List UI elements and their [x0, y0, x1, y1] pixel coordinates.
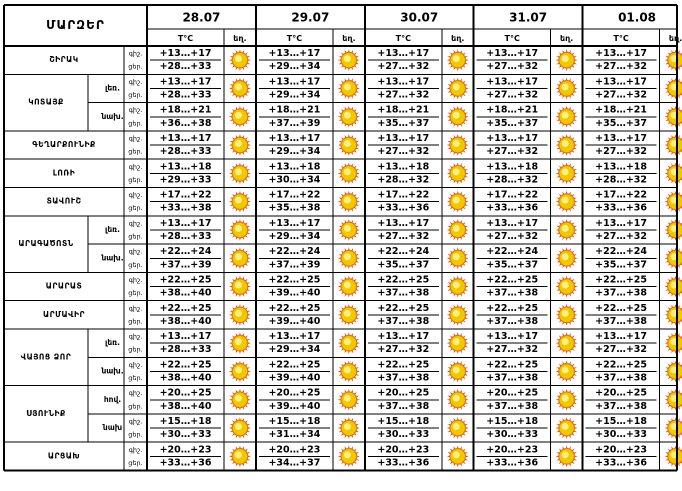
sun-icon — [556, 219, 578, 241]
sun-icon — [447, 191, 469, 213]
night-temp: +22…+24 — [159, 246, 212, 258]
day-temp: +27…+32 — [486, 61, 539, 73]
day-temp: +35…+37 — [595, 259, 648, 271]
night-temp: +13…+17 — [377, 48, 430, 60]
sun-icon — [229, 445, 251, 467]
day-temp: +33…+36 — [486, 457, 539, 469]
day-temp: +37…+38 — [486, 315, 539, 327]
day-temp: +27…+32 — [377, 230, 430, 242]
day-temp: +37…+38 — [595, 400, 648, 412]
day-temp: +29…+34 — [268, 230, 321, 242]
temp-column-header: T°C — [504, 34, 520, 43]
weather-column-header: եղ. — [451, 34, 465, 43]
night-label: գիշ. — [128, 162, 143, 171]
day-temp: +30…+33 — [486, 429, 539, 441]
night-temp: +17…+22 — [268, 189, 321, 201]
night-temp: +17…+22 — [486, 189, 539, 201]
night-temp: +13…+17 — [595, 48, 648, 60]
night-label: գիշ. — [128, 219, 143, 228]
day-temp: +33…+36 — [377, 457, 430, 469]
sun-icon — [338, 191, 360, 213]
temp-column-header: T°C — [613, 34, 629, 43]
night-temp: +15…+18 — [268, 416, 321, 428]
weather-column-header: եղ. — [559, 34, 574, 43]
region-name: ԼՈՌԻ — [52, 168, 76, 178]
region-name: ԱՐԱԳԱԾՈՏՆ — [18, 239, 74, 249]
night-temp: +20…+23 — [159, 444, 212, 456]
day-temp: +37…+38 — [595, 372, 648, 384]
night-temp: +13…+17 — [268, 133, 321, 145]
region-name: ԿՈՏԱՅՔ — [28, 97, 64, 107]
sun-icon — [447, 389, 469, 411]
sun-icon — [338, 304, 360, 326]
day-temp: +35…+37 — [377, 117, 430, 129]
night-temp: +18…+21 — [377, 104, 430, 116]
sun-icon — [338, 247, 360, 269]
night-temp: +20…+25 — [159, 387, 212, 399]
night-temp: +20…+25 — [486, 387, 539, 399]
day-label: ցեր. — [128, 175, 143, 184]
day-temp: +33…+36 — [595, 457, 648, 469]
sun-icon — [556, 106, 578, 128]
day-label: ցեր. — [128, 317, 143, 326]
night-temp: +22…+25 — [486, 274, 539, 286]
day-temp: +33…+36 — [486, 202, 539, 214]
region-name: ԱՐՄԱՎԻՐ — [43, 309, 85, 319]
night-temp: +22…+24 — [595, 246, 648, 258]
night-temp: +13…+17 — [159, 76, 212, 88]
sub-region-label: լեռ. — [105, 338, 120, 348]
sun-icon — [447, 276, 469, 298]
night-temp: +20…+23 — [268, 444, 321, 456]
day-label: ցեր. — [128, 147, 143, 156]
sun-icon — [229, 332, 251, 354]
sun-icon — [447, 304, 469, 326]
day-temp: +35…+37 — [377, 259, 430, 271]
day-temp: +29…+34 — [268, 146, 321, 158]
sun-icon — [665, 417, 682, 439]
night-temp: +13…+17 — [159, 133, 212, 145]
sun-icon — [556, 332, 578, 354]
day-label: ցեր. — [128, 260, 143, 269]
night-label: գիշ. — [128, 360, 143, 369]
night-temp: +13…+17 — [268, 76, 321, 88]
night-label: գիշ. — [128, 332, 143, 341]
day-temp: +37…+38 — [377, 400, 430, 412]
night-label: գիշ. — [128, 134, 143, 143]
night-label: գիշ. — [128, 191, 143, 200]
sun-icon — [229, 77, 251, 99]
day-temp: +27…+32 — [595, 89, 648, 101]
night-temp: +15…+18 — [595, 416, 648, 428]
day-temp: +28…+33 — [159, 230, 212, 242]
night-temp: +13…+17 — [377, 331, 430, 343]
sun-icon — [338, 162, 360, 184]
sun-icon — [665, 276, 682, 298]
sun-icon — [556, 389, 578, 411]
night-temp: +20…+23 — [486, 444, 539, 456]
day-temp: +37…+38 — [377, 287, 430, 299]
date-header: 29.07 — [291, 10, 330, 25]
night-temp: +22…+25 — [595, 302, 648, 314]
night-temp: +20…+23 — [377, 444, 430, 456]
night-temp: +20…+25 — [268, 387, 321, 399]
night-temp: +18…+21 — [595, 104, 648, 116]
night-temp: +13…+17 — [159, 331, 212, 343]
sun-icon — [665, 191, 682, 213]
night-temp: +22…+25 — [159, 302, 212, 314]
night-temp: +13…+17 — [486, 76, 539, 88]
night-temp: +13…+17 — [268, 331, 321, 343]
day-temp: +28…+32 — [486, 174, 539, 186]
day-temp: +37…+38 — [486, 400, 539, 412]
sun-icon — [447, 77, 469, 99]
day-temp: +29…+34 — [268, 89, 321, 101]
day-label: ցեր. — [128, 232, 143, 241]
day-label: ցեր. — [128, 458, 143, 467]
weather-column-header: եղ. — [668, 34, 682, 43]
day-temp: +28…+33 — [159, 344, 212, 356]
sun-icon — [556, 49, 578, 71]
sub-region-label: հով. — [103, 394, 122, 404]
sun-icon — [665, 134, 682, 156]
night-label: գիշ. — [128, 77, 143, 86]
day-temp: +30…+33 — [159, 429, 212, 441]
day-temp: +28…+33 — [159, 146, 212, 158]
day-temp: +27…+32 — [486, 230, 539, 242]
night-temp: +13…+17 — [268, 48, 321, 60]
day-temp: +33…+38 — [159, 202, 212, 214]
region-name: ՎԱՅՈՑ ՁՈՐ — [20, 352, 72, 362]
night-temp: +20…+23 — [595, 444, 648, 456]
sub-region-label: նախ. — [101, 366, 124, 376]
day-temp: +27…+32 — [377, 61, 430, 73]
night-label: գիշ. — [128, 106, 143, 115]
sun-icon — [665, 304, 682, 326]
sun-icon — [665, 332, 682, 354]
night-temp: +13…+18 — [377, 161, 430, 173]
day-temp: +35…+37 — [486, 117, 539, 129]
day-temp: +39…+40 — [268, 372, 321, 384]
sun-icon — [556, 360, 578, 382]
night-temp: +22…+24 — [268, 246, 321, 258]
day-temp: +37…+38 — [377, 372, 430, 384]
sun-icon — [447, 106, 469, 128]
day-temp: +39…+40 — [268, 400, 321, 412]
night-temp: +22…+25 — [595, 274, 648, 286]
day-temp: +28…+32 — [595, 174, 648, 186]
day-label: ցեր. — [128, 402, 143, 411]
sun-icon — [447, 162, 469, 184]
day-temp: +31…+34 — [268, 429, 321, 441]
day-temp: +27…+32 — [486, 89, 539, 101]
night-temp: +13…+17 — [377, 76, 430, 88]
sun-icon — [556, 247, 578, 269]
region-name: ԱՐԱՐԱՏ — [45, 281, 83, 291]
sun-icon — [447, 417, 469, 439]
sun-icon — [665, 106, 682, 128]
region-name: ՇԻՐԱԿ — [49, 55, 79, 65]
night-label: գիշ. — [128, 417, 143, 426]
sun-icon — [665, 389, 682, 411]
sun-icon — [665, 360, 682, 382]
sun-icon — [556, 304, 578, 326]
sun-icon — [229, 106, 251, 128]
day-temp: +35…+37 — [486, 259, 539, 271]
day-temp: +30…+33 — [377, 429, 430, 441]
sun-icon — [229, 134, 251, 156]
sun-icon — [338, 445, 360, 467]
sun-icon — [447, 49, 469, 71]
sub-region-label: նախ. — [101, 111, 124, 121]
night-temp: +13…+17 — [486, 133, 539, 145]
night-label: գիշ. — [128, 389, 143, 398]
night-temp: +13…+17 — [595, 217, 648, 229]
night-label: գիշ. — [128, 445, 143, 454]
night-temp: +15…+18 — [377, 416, 430, 428]
sun-icon — [338, 417, 360, 439]
day-temp: +27…+32 — [595, 230, 648, 242]
night-temp: +22…+25 — [159, 274, 212, 286]
sun-icon — [229, 162, 251, 184]
day-temp: +27…+32 — [595, 61, 648, 73]
day-temp: +38…+40 — [159, 315, 212, 327]
region-name: ՏԱՎՈՒՇ — [46, 196, 82, 206]
night-label: գիշ. — [128, 304, 143, 313]
sun-icon — [447, 445, 469, 467]
day-temp: +27…+32 — [486, 146, 539, 158]
sun-icon — [338, 49, 360, 71]
day-temp: +29…+34 — [268, 344, 321, 356]
sun-icon — [556, 417, 578, 439]
sun-icon — [556, 134, 578, 156]
night-temp: +13…+17 — [159, 217, 212, 229]
sun-icon — [447, 332, 469, 354]
sun-icon — [556, 276, 578, 298]
night-temp: +22…+24 — [377, 246, 430, 258]
day-temp: +37…+39 — [268, 117, 321, 129]
day-temp: +29…+33 — [159, 174, 212, 186]
day-temp: +29…+34 — [268, 61, 321, 73]
day-temp: +27…+32 — [486, 344, 539, 356]
sun-icon — [447, 219, 469, 241]
day-label: ցեր. — [128, 119, 143, 128]
day-label: ցեր. — [128, 373, 143, 382]
sub-region-label: նախ — [102, 423, 123, 433]
night-label: գիշ. — [128, 49, 143, 58]
sun-icon — [229, 360, 251, 382]
night-temp: +20…+25 — [377, 387, 430, 399]
day-temp: +37…+38 — [595, 287, 648, 299]
day-temp: +30…+33 — [595, 429, 648, 441]
day-temp: +27…+32 — [595, 344, 648, 356]
day-temp: +38…+40 — [159, 287, 212, 299]
night-temp: +13…+17 — [595, 331, 648, 343]
day-temp: +33…+36 — [377, 202, 430, 214]
night-temp: +22…+24 — [486, 246, 539, 258]
sun-icon — [229, 304, 251, 326]
day-temp: +37…+38 — [377, 315, 430, 327]
sun-icon — [665, 219, 682, 241]
day-temp: +27…+32 — [377, 344, 430, 356]
night-temp: +13…+18 — [595, 161, 648, 173]
date-header: 30.07 — [400, 10, 439, 25]
sun-icon — [447, 247, 469, 269]
night-temp: +22…+25 — [595, 359, 648, 371]
night-temp: +13…+17 — [159, 48, 212, 60]
night-temp: +13…+17 — [377, 133, 430, 145]
region-name: ԱՐՑԱԽ — [47, 451, 81, 461]
night-temp: +17…+22 — [377, 189, 430, 201]
sun-icon — [229, 389, 251, 411]
weather-column-header: եղ. — [342, 34, 356, 43]
sun-icon — [338, 360, 360, 382]
sun-icon — [338, 134, 360, 156]
day-temp: +33…+36 — [595, 202, 648, 214]
night-temp: +13…+18 — [268, 161, 321, 173]
sun-icon — [338, 276, 360, 298]
day-temp: +37…+38 — [595, 315, 648, 327]
day-label: ցեր. — [128, 90, 143, 99]
sun-icon — [665, 247, 682, 269]
region-name: ԳԵՂԱՐՔՈՒՆԻՔ — [32, 140, 96, 150]
sub-region-label: նախ. — [101, 253, 124, 263]
night-temp: +22…+25 — [377, 302, 430, 314]
temp-column-header: T°C — [286, 34, 303, 43]
day-label: ցեր. — [128, 345, 143, 354]
sub-region-label: լեռ. — [105, 224, 120, 234]
day-temp: +39…+40 — [268, 315, 321, 327]
night-temp: +13…+17 — [486, 331, 539, 343]
region-name: ՍՅՈՒՆԻՔ — [26, 408, 66, 418]
day-temp: +28…+32 — [377, 174, 430, 186]
night-temp: +22…+25 — [486, 302, 539, 314]
day-temp: +37…+39 — [268, 259, 321, 271]
day-label: ցեր. — [128, 62, 143, 71]
day-temp: +38…+40 — [159, 400, 212, 412]
night-temp: +13…+17 — [486, 48, 539, 60]
sun-icon — [447, 134, 469, 156]
sun-icon — [229, 191, 251, 213]
sun-icon — [556, 191, 578, 213]
day-temp: +30…+34 — [268, 174, 321, 186]
date-header: 31.07 — [509, 10, 548, 25]
sun-icon — [665, 49, 682, 71]
sun-icon — [665, 445, 682, 467]
sun-icon — [229, 417, 251, 439]
sun-icon — [338, 77, 360, 99]
sun-icon — [447, 360, 469, 382]
night-temp: +18…+21 — [268, 104, 321, 116]
sun-icon — [338, 219, 360, 241]
night-temp: +18…+21 — [486, 104, 539, 116]
night-temp: +15…+18 — [486, 416, 539, 428]
day-temp: +34…+37 — [268, 457, 321, 469]
night-temp: +22…+25 — [486, 359, 539, 371]
day-temp: +37…+38 — [486, 287, 539, 299]
sun-icon — [229, 219, 251, 241]
day-temp: +36…+38 — [159, 117, 212, 129]
sun-icon — [665, 162, 682, 184]
night-temp: +22…+25 — [268, 359, 321, 371]
day-temp: +39…+40 — [268, 287, 321, 299]
day-temp: +33…+36 — [159, 457, 212, 469]
night-label: գիշ. — [128, 276, 143, 285]
sun-icon — [229, 247, 251, 269]
sun-icon — [229, 49, 251, 71]
night-temp: +13…+17 — [595, 76, 648, 88]
sub-region-label: լեռ. — [105, 83, 120, 93]
night-temp: +22…+25 — [159, 359, 212, 371]
night-temp: +13…+17 — [268, 217, 321, 229]
night-temp: +18…+21 — [159, 104, 212, 116]
night-temp: +20…+25 — [595, 387, 648, 399]
day-temp: +37…+38 — [486, 372, 539, 384]
night-temp: +22…+25 — [377, 274, 430, 286]
day-temp: +27…+32 — [377, 89, 430, 101]
day-temp: +38…+40 — [159, 372, 212, 384]
day-label: ցեր. — [128, 289, 143, 298]
sun-icon — [338, 106, 360, 128]
night-temp: +15…+18 — [159, 416, 212, 428]
temp-column-header: T°C — [177, 34, 194, 43]
sun-icon — [556, 77, 578, 99]
night-temp: +22…+25 — [377, 359, 430, 371]
day-temp: +28…+33 — [159, 61, 212, 73]
night-temp: +13…+17 — [377, 217, 430, 229]
night-temp: +17…+22 — [595, 189, 648, 201]
night-temp: +13…+17 — [595, 133, 648, 145]
night-temp: +13…+18 — [159, 161, 212, 173]
day-temp: +28…+33 — [159, 89, 212, 101]
sun-icon — [556, 162, 578, 184]
date-header: 01.08 — [618, 10, 657, 25]
sun-icon — [229, 276, 251, 298]
day-label: ցեր. — [128, 430, 143, 439]
night-label: գիշ. — [128, 247, 143, 256]
day-temp: +27…+32 — [377, 146, 430, 158]
night-temp: +13…+17 — [486, 217, 539, 229]
date-header: 28.07 — [182, 10, 221, 25]
sun-icon — [556, 445, 578, 467]
weather-column-header: եղ. — [233, 34, 247, 43]
night-temp: +13…+18 — [486, 161, 539, 173]
day-label: ցեր. — [128, 204, 143, 213]
night-temp: +17…+22 — [159, 189, 212, 201]
day-temp: +37…+39 — [159, 259, 212, 271]
night-temp: +22…+25 — [268, 274, 321, 286]
sun-icon — [665, 77, 682, 99]
day-temp: +35…+38 — [268, 202, 321, 214]
sun-icon — [338, 389, 360, 411]
day-temp: +35…+37 — [595, 117, 648, 129]
temp-column-header: T°C — [395, 34, 411, 43]
page-title: ՄԱՐԶԵՐ — [46, 18, 105, 32]
day-temp: +27…+32 — [595, 146, 648, 158]
night-temp: +22…+25 — [268, 302, 321, 314]
sun-icon — [338, 332, 360, 354]
